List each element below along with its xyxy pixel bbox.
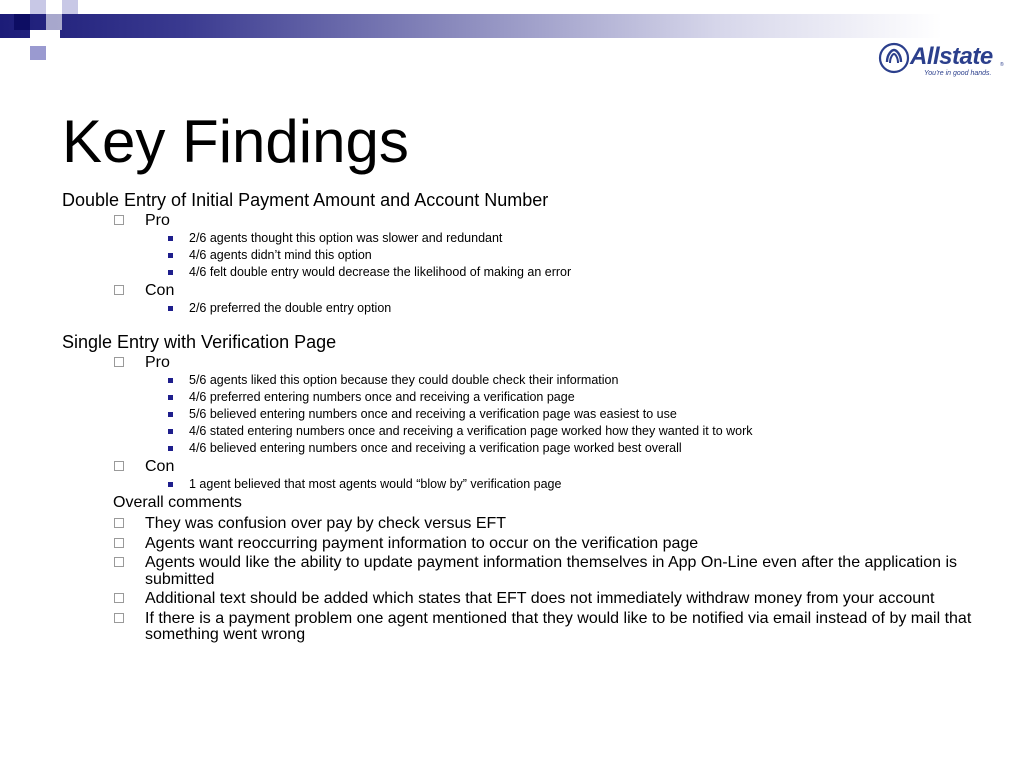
list-item: 4/6 preferred entering numbers once and receiving a verification page bbox=[62, 389, 982, 406]
hollow-square-bullet-icon bbox=[114, 215, 124, 225]
section-heading: Single Entry with Verification Page bbox=[62, 332, 337, 352]
list-item: If there is a payment problem one agent mentioned that they would like to be notified via email instead of by mail that something went wrong bbox=[62, 611, 982, 644]
hollow-square-bullet-icon bbox=[114, 461, 124, 471]
decor-square bbox=[30, 0, 46, 14]
filled-square-bullet-icon bbox=[168, 253, 173, 258]
filled-square-bullet-icon bbox=[168, 236, 173, 241]
hands-emblem-icon bbox=[878, 42, 910, 74]
list-item: Agents want reoccurring payment information to occur on the verification page bbox=[62, 536, 982, 553]
hollow-square-bullet-icon bbox=[114, 593, 124, 603]
list-item: 4/6 stated entering numbers once and receiving a verification page worked how they wanted it to work bbox=[62, 423, 982, 440]
con-label: Con bbox=[62, 281, 982, 300]
logo-wordmark: Allstate bbox=[910, 43, 993, 70]
filled-square-bullet-icon bbox=[168, 412, 173, 417]
decor-square bbox=[46, 14, 62, 30]
decor-square bbox=[30, 30, 46, 46]
decor-square bbox=[30, 46, 46, 60]
hollow-square-bullet-icon bbox=[114, 285, 124, 295]
decor-square bbox=[14, 14, 30, 30]
allstate-logo bbox=[870, 38, 1010, 82]
pro-label: Pro bbox=[62, 353, 982, 372]
con-label: Con bbox=[62, 457, 982, 476]
slide-body bbox=[62, 189, 982, 644]
list-item: 4/6 believed entering numbers once and receiving a verification page worked best overall bbox=[62, 440, 982, 457]
list-item: 5/6 believed entering numbers once and receiving a verification page was easiest to use bbox=[62, 406, 982, 423]
list-item: 4/6 agents didn’t mind this option bbox=[62, 247, 982, 264]
hollow-square-bullet-icon bbox=[114, 538, 124, 548]
pro-label: Pro bbox=[62, 211, 982, 230]
logo-tagline: You're in good hands. bbox=[924, 70, 992, 77]
decor-square bbox=[46, 30, 60, 44]
list-item: Additional text should be added which states that EFT does not immediately withdraw money from your account bbox=[62, 591, 982, 608]
decor-square bbox=[62, 0, 78, 14]
filled-square-bullet-icon bbox=[168, 306, 173, 311]
list-item: They was confusion over pay by check versus EFT bbox=[62, 516, 982, 533]
overall-comments-heading: Overall comments bbox=[113, 494, 242, 511]
filled-square-bullet-icon bbox=[168, 270, 173, 275]
hollow-square-bullet-icon bbox=[114, 613, 124, 623]
filled-square-bullet-icon bbox=[168, 446, 173, 451]
filled-square-bullet-icon bbox=[168, 429, 173, 434]
hollow-square-bullet-icon bbox=[114, 557, 124, 567]
section-heading: Double Entry of Initial Payment Amount and Account Number bbox=[62, 190, 549, 210]
list-item: 1 agent believed that most agents would “blow by” verification page bbox=[62, 476, 982, 493]
filled-square-bullet-icon bbox=[168, 482, 173, 487]
header-gradient-band bbox=[0, 14, 1024, 38]
slide-title: Key Findings bbox=[62, 108, 409, 175]
hollow-square-bullet-icon bbox=[114, 518, 124, 528]
hollow-square-bullet-icon bbox=[114, 357, 124, 367]
spacer bbox=[62, 317, 982, 331]
filled-square-bullet-icon bbox=[168, 395, 173, 400]
list-item: 5/6 agents liked this option because they could double check their information bbox=[62, 372, 982, 389]
list-item: Agents would like the ability to update payment information themselves in App On-Line even after the application is submitted bbox=[62, 555, 982, 588]
list-item: 4/6 felt double entry would decrease the likelihood of making an error bbox=[62, 264, 982, 281]
list-item: 2/6 agents thought this option was slower and redundant bbox=[62, 230, 982, 247]
filled-square-bullet-icon bbox=[168, 378, 173, 383]
trademark-mark: ® bbox=[1000, 62, 1004, 68]
list-item: 2/6 preferred the double entry option bbox=[62, 300, 982, 317]
